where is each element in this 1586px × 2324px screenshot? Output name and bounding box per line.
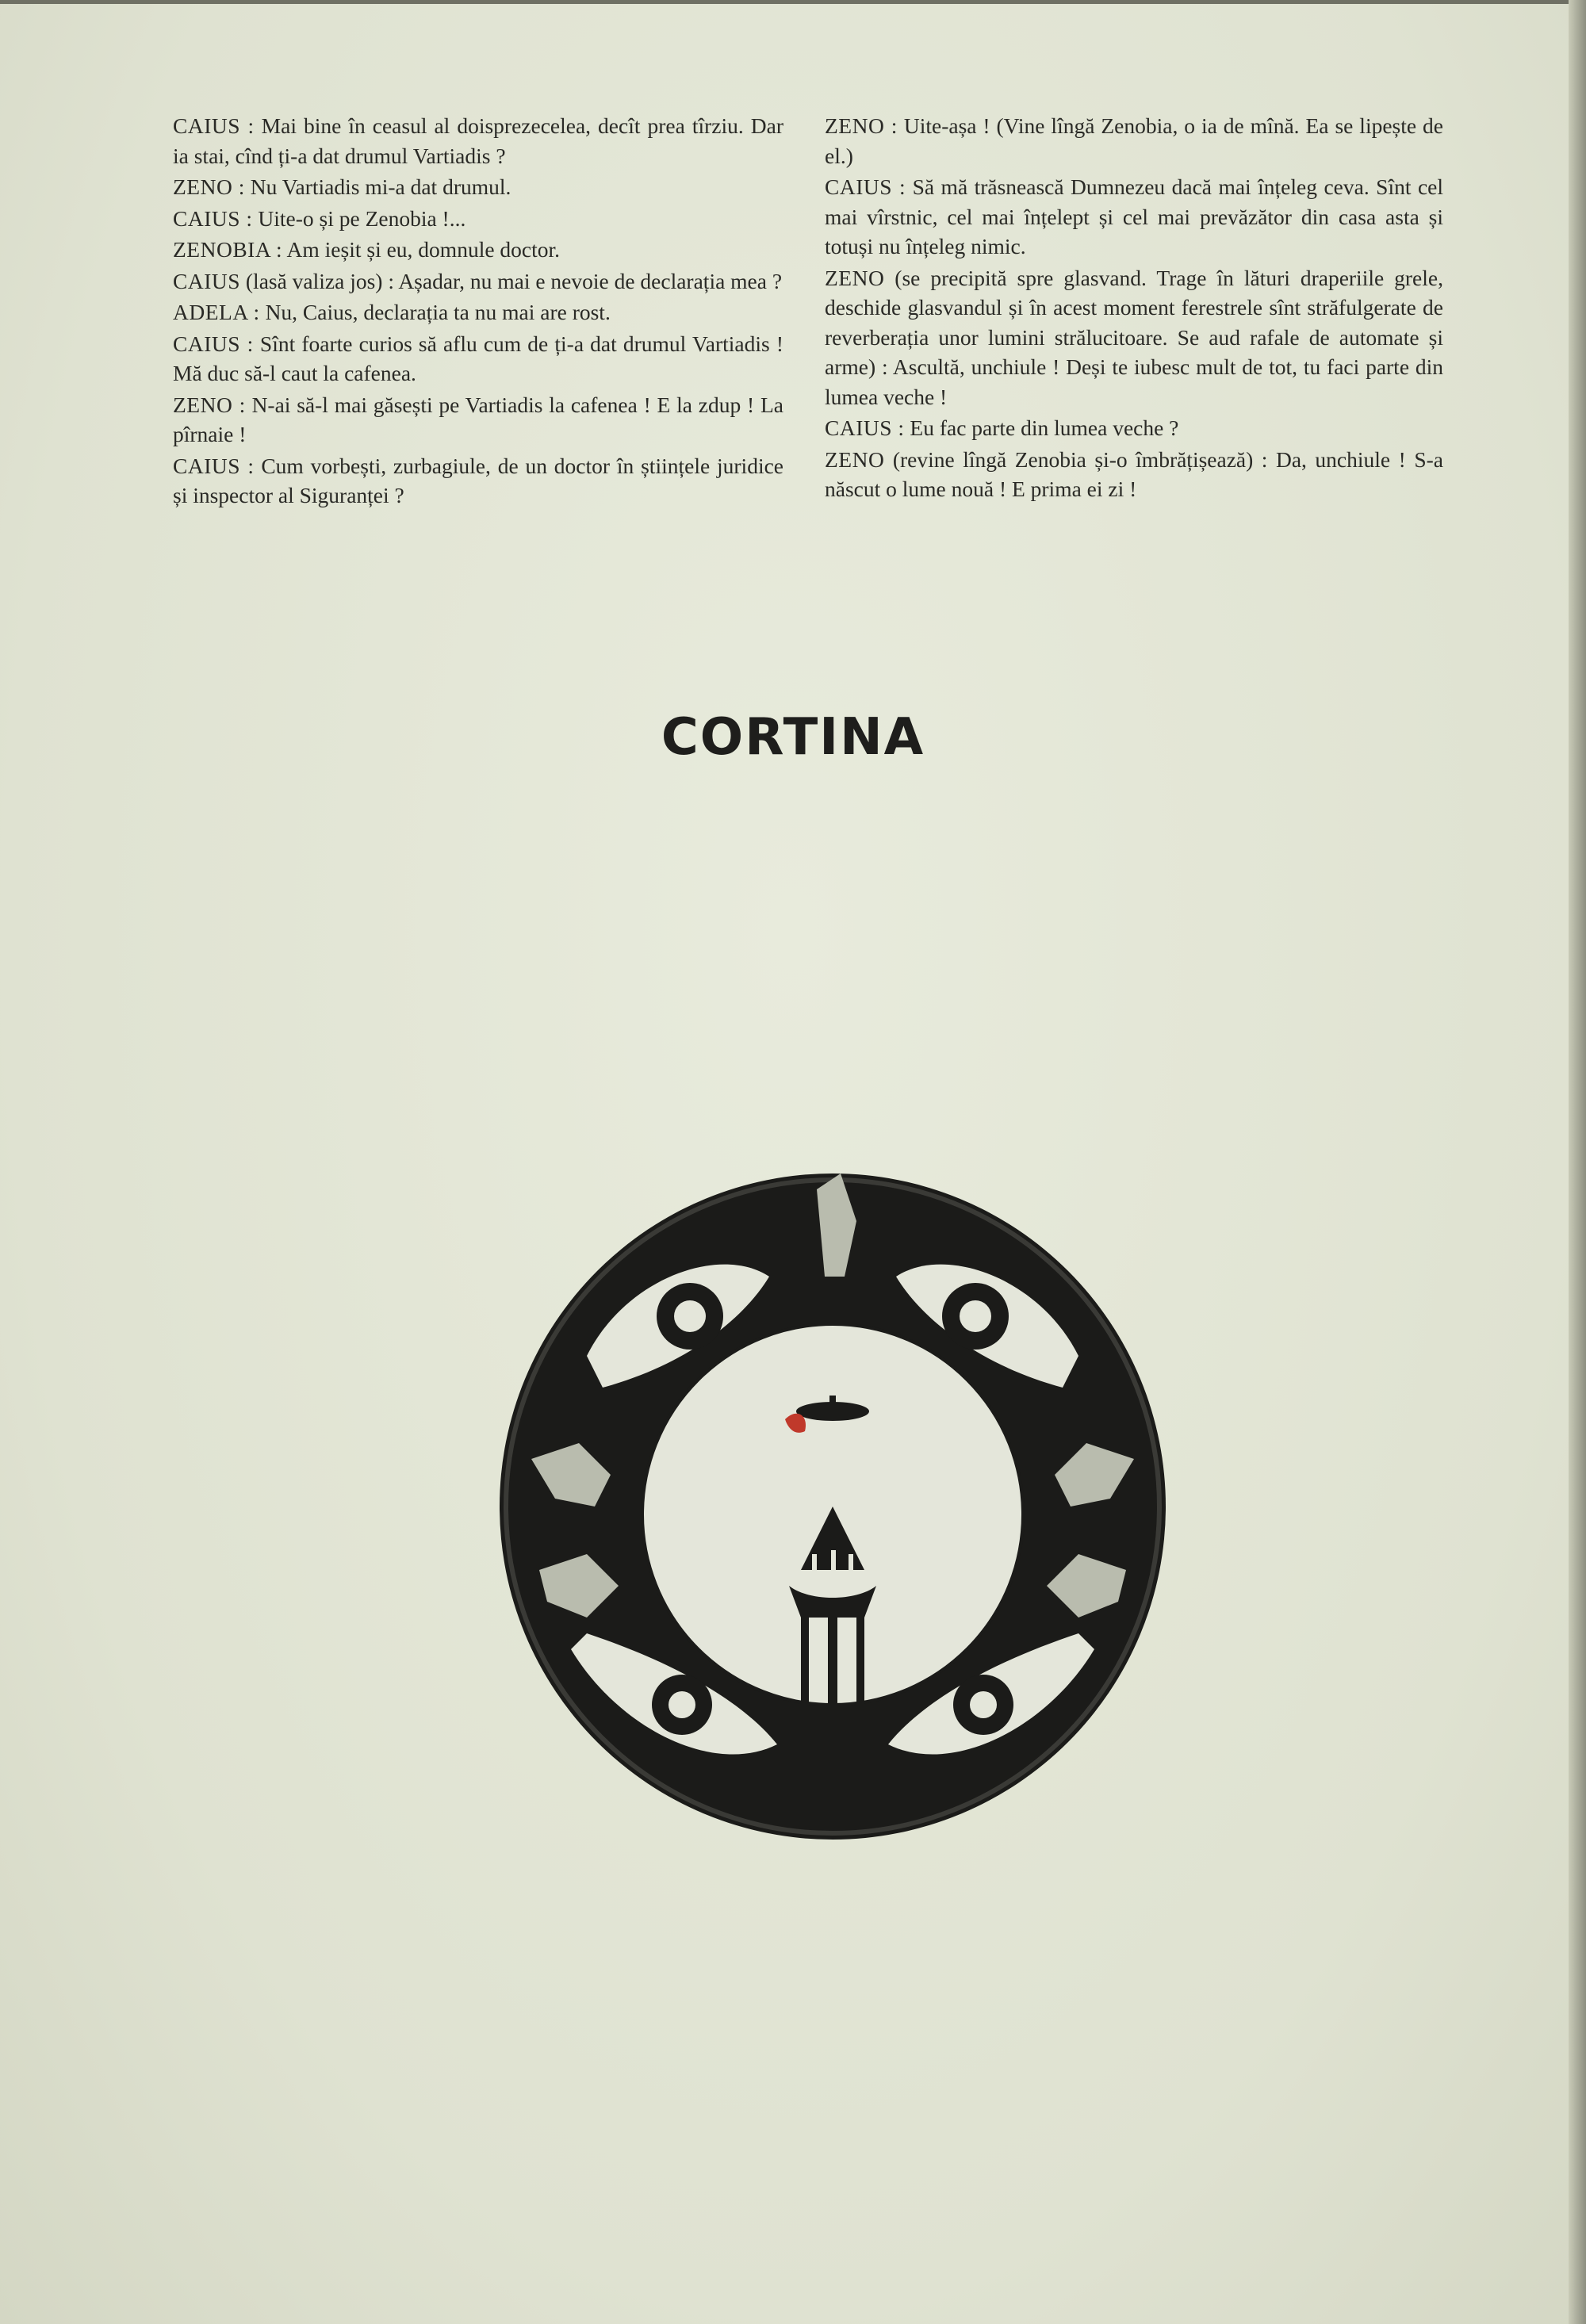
dialogue-text: (se precipită spre glasvand. Trage în lături draperiile grele, deschide glasvandul și în acest moment ferestrele sînt străfulgerate de reverberația unor lumini strălucitoare. Se aud rafale de automate și arme) : Ascultă, unchiule ! Deși te iubesc mult de tot, tu faci parte din lumea veche ! [825,265,1443,409]
dialogue-text: N-ai să-l mai găsești pe Vartiadis la cafenea ! E la zdup ! La pîrnaie ! [173,392,783,446]
dialogue-text: Uite-așa ! (Vine lîngă Zenobia, o ia de mînă. Ea se lipește de el.) [825,113,1443,168]
dialogue-line [173,297,783,327]
speaker-name: ZENO : [173,392,246,417]
greek-vase-icon [484,1158,1182,1855]
dialogue-line [825,172,1443,262]
speaker-name: CAIUS [173,268,241,293]
text-column-left [173,111,783,511]
speaker-name: CAIUS : [173,205,253,231]
vase-illustration [484,1158,1182,1855]
dialogue-line [173,172,783,202]
dialogue-text: Uite-o și pe Zenobia !... [252,205,466,231]
dialogue-text: Nu, Caius, declarația ta nu mai are rost. [259,300,611,324]
dialogue-line [173,111,783,170]
dialogue-line [173,390,783,450]
dialogue-line [825,263,1443,412]
speaker-name: ZENO [825,446,885,472]
closing-title: CORTINA [661,708,925,767]
page-top-edge [0,0,1586,4]
dialogue-line [173,451,783,511]
dialogue-line [825,445,1443,504]
speaker-name: ZENO : [825,113,898,138]
dialogue-text: Să mă trăsnească Dumnezeu dacă mai înțeleg ceva. Sînt cel mai vîrstnic, cel mai înțelept și cel mai prevăzător din casa asta și totuși nu înțeleg nimic. [825,174,1443,258]
speaker-name: ZENOBIA : [173,237,283,262]
dialogue-text: Eu fac parte din lumea veche ? [904,415,1179,440]
dialogue-text: Am ieșit și eu, domnule doctor. [282,237,561,262]
page-right-edge [1569,0,1586,2324]
speaker-name: CAIUS : [825,174,906,199]
dialogue-text: Mai bine în ceasul al doisprezecelea, decît prea tîrziu. Dar ia stai, cînd ți-a dat drumul Vartiadis ? [173,113,783,168]
speaker-name: ZENO [825,265,885,290]
speaker-name: CAIUS : [173,113,255,138]
dialogue-text: Sînt foarte curios să aflu cum de ți-a dat drumul Vartiadis ! Mă duc să-l caut la cafenea. [173,331,783,385]
dialogue-line [173,235,783,265]
speaker-name: ZENO : [173,174,245,199]
text-column-right [825,111,1443,504]
speaker-name: CAIUS : [173,453,255,478]
speaker-name: CAIUS : [825,415,905,440]
dialogue-text: (revine lîngă Zenobia și-o îmbrățișează) : Da, unchiule ! S-a născut o lume nouă ! E prima ei zi ! [825,446,1443,501]
dialogue-line [173,329,783,389]
dialogue-line [173,204,783,234]
dialogue-line [173,266,783,297]
dialogue-line [825,111,1443,170]
dialogue-line [825,413,1443,443]
dialogue-text: Cum vorbești, zurbagiule, de un doctor în științele juridice și inspector al Siguranței ? [173,453,783,507]
speaker-name: CAIUS : [173,331,254,356]
speaker-name: ADELA : [173,300,260,324]
dialogue-text: (lasă valiza jos) : Așadar, nu mai e nevoie de declarația mea ? [240,268,783,293]
dialogue-text: Nu Vartiadis mi-a dat drumul. [244,174,511,199]
